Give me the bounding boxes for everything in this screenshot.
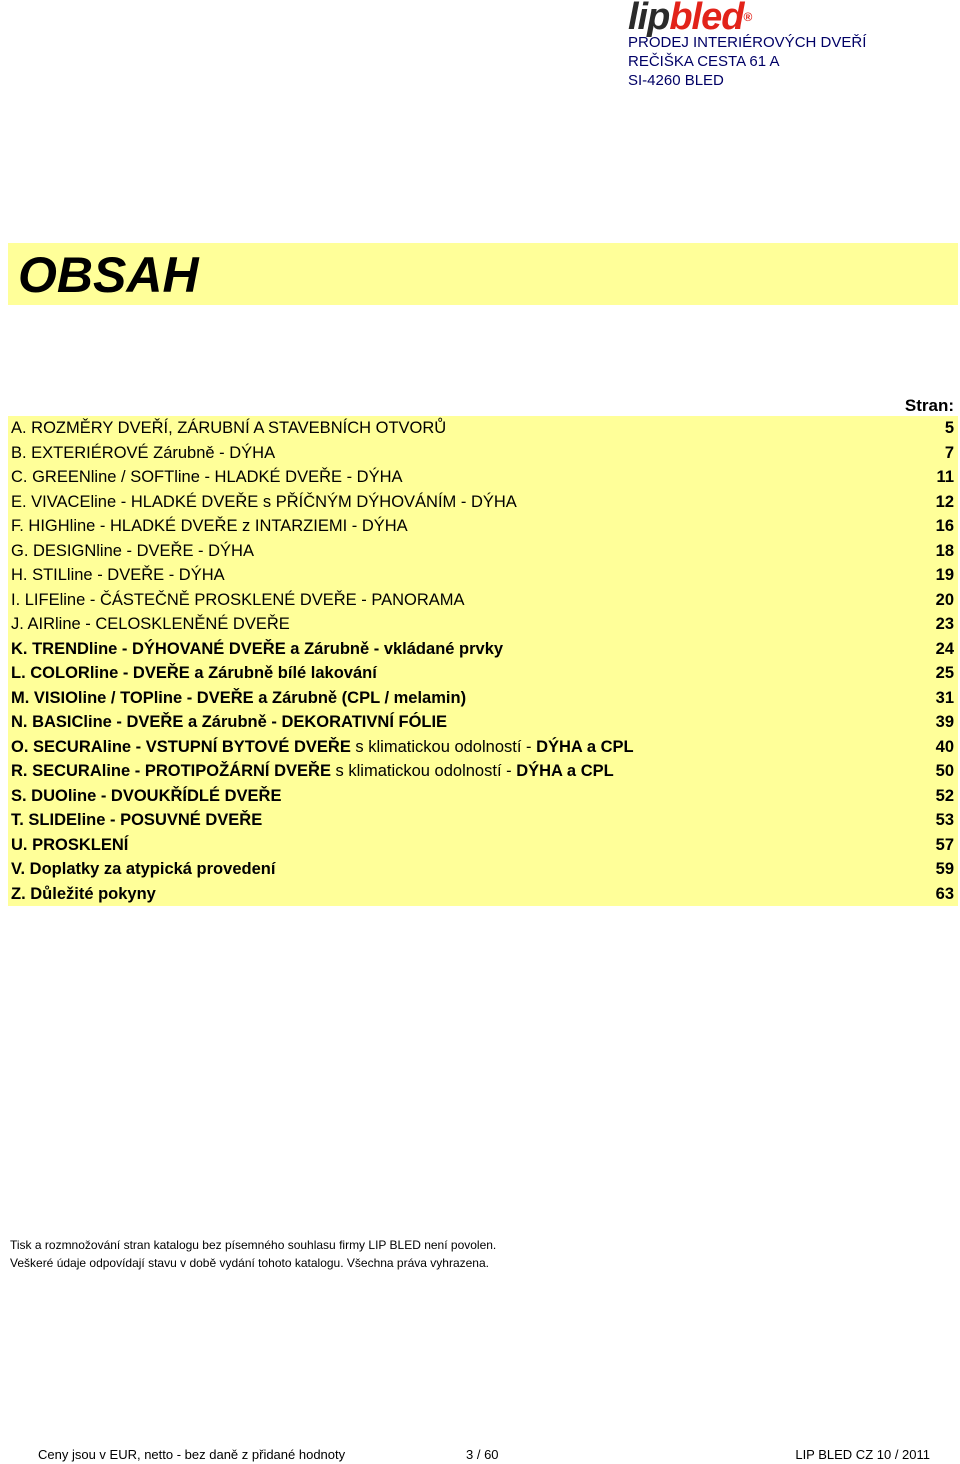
toc-label: H. STILline - DVEŘE - DÝHA bbox=[11, 566, 225, 584]
toc-label: K. TRENDline - DÝHOVANÉ DVEŘE a Zárubně - vkládané prvky bbox=[11, 639, 504, 658]
toc-page: 20 bbox=[935, 590, 954, 609]
notice-line-1: Tisk a rozmnožování stran katalogu bez písemného souhlasu firmy LIP BLED není povolen. bbox=[10, 1238, 497, 1252]
toc-row-u[interactable] bbox=[8, 833, 958, 858]
pages-column-header: Stran: bbox=[904, 396, 954, 415]
toc-label: T. SLIDEline - POSUVNÉ DVEŘE bbox=[11, 811, 263, 829]
toc-label: V. Doplatky za atypická provedení bbox=[11, 860, 276, 878]
toc-row-c[interactable] bbox=[8, 465, 958, 490]
toc-page: 16 bbox=[935, 517, 954, 535]
toc-row-e[interactable] bbox=[8, 490, 958, 515]
toc-page: 12 bbox=[935, 492, 954, 511]
toc-page: 59 bbox=[935, 860, 954, 878]
toc-page: 23 bbox=[935, 615, 954, 633]
footer-price-note: Ceny jsou v EUR, netto - bez daně z přidané hodnoty bbox=[38, 1447, 346, 1462]
toc-row-m[interactable] bbox=[8, 686, 958, 711]
toc-page: 25 bbox=[935, 664, 954, 682]
toc-label-part: DÝHA a CPL bbox=[536, 737, 634, 756]
toc-row-g[interactable] bbox=[8, 539, 958, 564]
toc-row-i[interactable] bbox=[8, 588, 958, 613]
footer-catalog-id: LIP BLED CZ 10 / 2011 bbox=[795, 1447, 930, 1462]
toc-label-part: s klimatickou odolností - bbox=[330, 762, 517, 780]
toc-label bbox=[11, 735, 634, 760]
address-line-2: REČIŠKA CESTA 61 A bbox=[628, 53, 780, 70]
toc-row-a[interactable] bbox=[8, 416, 958, 441]
toc-page: 57 bbox=[935, 835, 954, 854]
toc-row-z[interactable] bbox=[8, 882, 958, 907]
toc-row-f[interactable] bbox=[8, 514, 958, 539]
lipbled-logo: lipbled® bbox=[628, 0, 752, 38]
toc-page: 11 bbox=[936, 468, 954, 486]
address-line-3: SI-4260 BLED bbox=[628, 72, 724, 89]
copyright-notice bbox=[10, 1236, 496, 1272]
toc-row-t[interactable] bbox=[8, 808, 958, 833]
toc-page: 24 bbox=[935, 639, 954, 658]
toc-row-n[interactable] bbox=[8, 710, 958, 735]
title-band bbox=[8, 243, 958, 305]
table-of-contents bbox=[8, 416, 958, 906]
toc-label: C. GREENline / SOFTline - HLADKÉ DVEŘE - DÝHA bbox=[11, 468, 403, 486]
toc-label: J. AIRline - CELOSKLENĚNÉ DVEŘE bbox=[11, 615, 290, 633]
toc-row-h[interactable] bbox=[8, 563, 958, 588]
toc-label-part: R. SECURAline - PROTIPOŽÁRNÍ DVEŘE bbox=[11, 762, 331, 780]
footer-page-number: 3 / 60 bbox=[466, 1447, 499, 1462]
toc-page: 7 bbox=[944, 443, 954, 462]
toc-label: A. ROZMĚRY DVEŘÍ, ZÁRUBNÍ A STAVEBNÍCH OTVORŮ bbox=[11, 419, 447, 437]
toc-page: 5 bbox=[944, 419, 954, 437]
toc-row-r[interactable] bbox=[8, 759, 958, 784]
toc-row-v[interactable] bbox=[8, 857, 958, 882]
toc-label: S. DUOline - DVOUKŘÍDLÉ DVEŘE bbox=[11, 786, 282, 805]
toc-row-s[interactable] bbox=[8, 784, 958, 809]
toc-label-part: DÝHA a CPL bbox=[516, 762, 614, 780]
toc-page: 53 bbox=[935, 811, 954, 829]
toc-label bbox=[11, 759, 614, 784]
toc-label: I. LIFEline - ČÁSTEČNĚ PROSKLENÉ DVEŘE - PANORAMA bbox=[11, 590, 465, 609]
toc-page: 39 bbox=[935, 713, 954, 731]
toc-page: 63 bbox=[935, 884, 954, 903]
toc-page: 50 bbox=[935, 762, 954, 780]
toc-label: F. HIGHline - HLADKÉ DVEŘE z INTARZIEMI - DÝHA bbox=[11, 517, 408, 535]
address-line-1: PRODEJ INTERIÉROVÝCH DVEŘÍ bbox=[628, 34, 867, 51]
company-address bbox=[628, 33, 866, 90]
toc-page: 31 bbox=[935, 688, 954, 707]
toc-label: N. BASICline - DVEŘE a Zárubně - DEKORATIVNÍ FÓLIE bbox=[11, 713, 448, 731]
toc-row-l[interactable] bbox=[8, 661, 958, 686]
toc-label: E. VIVACEline - HLADKÉ DVEŘE s PŘÍČNÝM DÝHOVÁNÍM - DÝHA bbox=[11, 492, 517, 511]
toc-page: 18 bbox=[935, 541, 954, 560]
toc-label: M. VISIOline / TOPline - DVEŘE a Zárubně (CPL / melamin) bbox=[11, 688, 467, 707]
toc-label: B. EXTERIÉROVÉ Zárubně - DÝHA bbox=[11, 443, 276, 462]
toc-label: G. DESIGNline - DVEŘE - DÝHA bbox=[11, 541, 254, 560]
toc-page: 19 bbox=[935, 566, 954, 584]
toc-row-k[interactable] bbox=[8, 637, 958, 662]
toc-row-j[interactable] bbox=[8, 612, 958, 637]
toc-row-b[interactable] bbox=[8, 441, 958, 466]
toc-label: U. PROSKLENÍ bbox=[11, 835, 129, 854]
toc-page: 52 bbox=[935, 786, 954, 805]
toc-page: 40 bbox=[935, 737, 954, 756]
toc-row-o[interactable] bbox=[8, 735, 958, 760]
toc-label: L. COLORline - DVEŘE a Zárubně bílé lakování bbox=[11, 664, 377, 682]
toc-label-part: O. SECURAline - VSTUPNÍ BYTOVÉ DVEŘE bbox=[11, 737, 351, 756]
toc-label-part: s klimatickou odolností - bbox=[350, 737, 537, 756]
toc-label: Z. Důležité pokyny bbox=[11, 884, 156, 903]
page-title: OBSAH bbox=[18, 247, 199, 303]
notice-line-2: Veškeré údaje odpovídají stavu v době vydání tohoto katalogu. Všechna práva vyhrazena. bbox=[10, 1256, 489, 1270]
